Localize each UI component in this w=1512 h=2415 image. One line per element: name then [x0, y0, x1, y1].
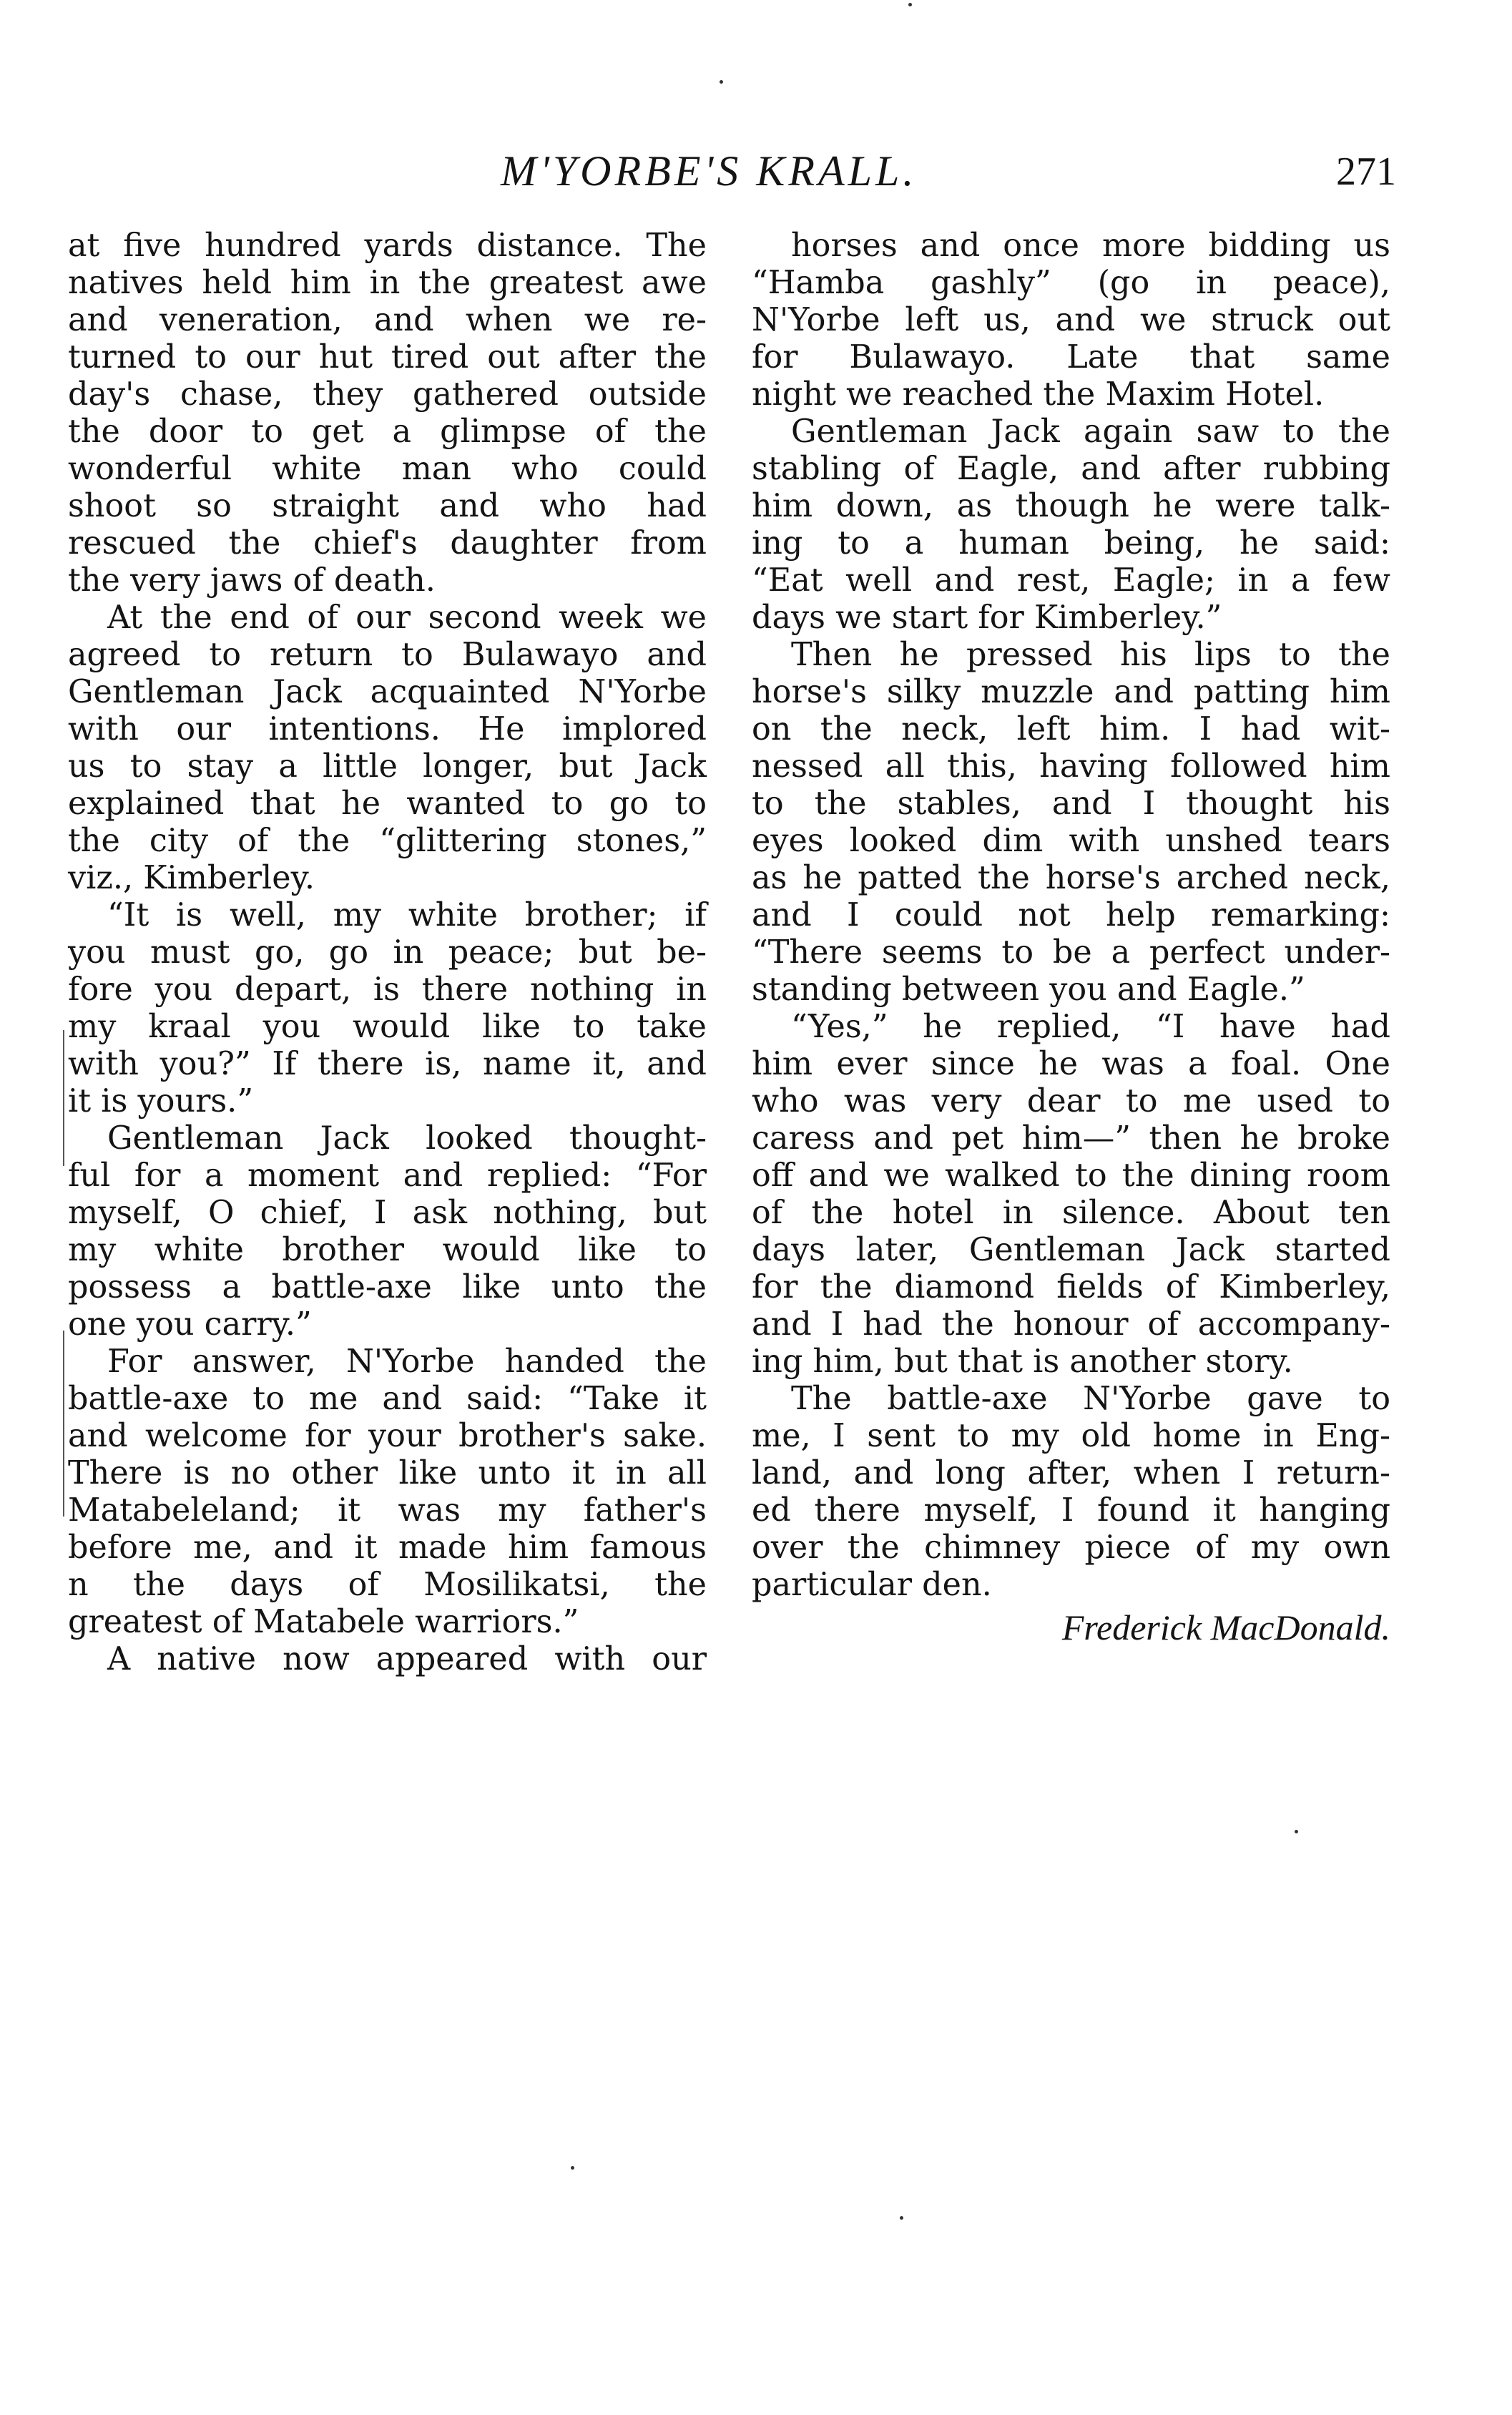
text-line: him down, as though he were talk- — [752, 488, 1390, 524]
text-line: possess a battle-axe like unto the — [68, 1269, 707, 1306]
text-line: At the end of our second week we — [107, 599, 707, 636]
text-line: my kraal you would like to take — [68, 1009, 707, 1045]
scan-speck — [908, 3, 912, 6]
text-line: Then he pressed his lips to the — [791, 637, 1390, 673]
text-line: The battle-axe N'Yorbe gave to — [791, 1381, 1390, 1417]
text-line: ed there myself, I found it hanging — [752, 1492, 1390, 1529]
text-line: me, I sent to my old home in Eng- — [752, 1418, 1390, 1454]
text-line: for the diamond fields of Kimberley, — [752, 1269, 1390, 1306]
text-line: N'Yorbe left us, and we struck out — [752, 302, 1390, 338]
text-line: and welcome for your brother's sake. — [68, 1418, 707, 1454]
text-line: natives held him in the greatest awe — [68, 265, 707, 301]
text-line: land, and long after, when I return- — [752, 1455, 1390, 1491]
text-line: at five hundred yards distance. The — [68, 227, 707, 264]
text-line: eyes looked dim with unshed tears — [752, 823, 1390, 859]
text-line: for Bulawayo. Late that same — [752, 339, 1390, 376]
margin-mark — [63, 1030, 64, 1166]
text-line: ing to a human being, he said: — [752, 525, 1390, 562]
page-number: 271 — [1336, 150, 1396, 194]
text-line: rescued the chief's daughter from — [68, 525, 707, 562]
text-line: with you?” If there is, name it, and — [68, 1046, 707, 1082]
text-line: off and we walked to the dining room — [752, 1157, 1390, 1194]
text-line: on the neck, left him. I had wit- — [752, 711, 1390, 748]
text-line: stabling of Eagle, and after rubbing — [752, 451, 1390, 487]
text-line: before me, and it made him famous — [68, 1529, 707, 1566]
text-line: viz., Kimberley. — [68, 860, 315, 896]
text-line: over the chimney piece of my own — [752, 1529, 1390, 1566]
text-line: to the stables, and I thought his — [752, 785, 1390, 822]
text-line: Gentleman Jack again saw to the — [791, 413, 1390, 450]
running-header — [0, 147, 1512, 204]
text-line: Gentleman Jack looked thought- — [107, 1120, 707, 1157]
text-line: and veneration, and when we re- — [68, 302, 707, 338]
text-line: agreed to return to Bulawayo and — [68, 637, 707, 673]
text-line: n the days of Mosilikatsi, the — [68, 1567, 707, 1603]
text-line: and I had the honour of accompany- — [752, 1306, 1390, 1343]
running-title: M'YORBE'S KRALL. — [501, 147, 918, 195]
text-line: battle-axe to me and said: “Take it — [68, 1381, 707, 1417]
text-line: fore you depart, is there nothing in — [68, 971, 707, 1008]
text-line: my white brother would like to — [68, 1232, 707, 1268]
text-line: particular den. — [752, 1567, 992, 1603]
text-line: him ever since he was a foal. One — [752, 1046, 1390, 1082]
text-line: Matabeleland; it was my father's — [68, 1492, 707, 1529]
text-line: you must go, go in peace; but be- — [68, 934, 707, 971]
text-line: nessed all this, having followed him — [752, 748, 1390, 785]
text-line: the very jaws of death. — [68, 562, 436, 599]
text-line: “Yes,” he replied, “I have had — [791, 1009, 1390, 1045]
text-line: it is yours.” — [68, 1083, 254, 1120]
text-line: greatest of Matabele warriors.” — [68, 1604, 579, 1640]
text-line: wonderful white man who could — [68, 451, 707, 487]
text-line: night we reached the Maxim Hotel. — [752, 376, 1325, 413]
text-line: myself, O chief, I ask nothing, but — [68, 1195, 707, 1231]
text-line: explained that he wanted to go to — [68, 785, 707, 822]
text-line: For answer, N'Yorbe handed the — [107, 1343, 707, 1380]
text-line: caress and pet him—” then he broke — [752, 1120, 1390, 1157]
right-column-lines — [752, 227, 1390, 1604]
text-line: days we start for Kimberley.” — [752, 599, 1222, 636]
text-line: “Hamba gashly” (go in peace), — [752, 265, 1390, 301]
text-line: “There seems to be a perfect under- — [752, 934, 1390, 971]
text-line: horse's silky muzzle and patting him — [752, 674, 1390, 710]
text-line: A native now appeared with our — [107, 1641, 707, 1677]
text-line: ful for a moment and replied: “For — [68, 1157, 707, 1194]
scan-speck — [1295, 1830, 1298, 1833]
scan-speck — [720, 80, 723, 84]
author-signature: Frederick MacDonald. — [1061, 1607, 1390, 1647]
text-line: who was very dear to me used to — [752, 1083, 1390, 1120]
scan-speck — [571, 2166, 574, 2170]
right-text-column — [752, 227, 1390, 1648]
text-line: There is no other like unto it in all — [68, 1455, 707, 1491]
left-text-column — [68, 227, 707, 1678]
text-line: of the hotel in silence. About ten — [752, 1195, 1390, 1231]
text-line: horses and once more bidding us — [791, 227, 1390, 264]
margin-mark — [63, 1331, 64, 1517]
text-line: the door to get a glimpse of the — [68, 413, 707, 450]
text-line: Gentleman Jack acquainted N'Yorbe — [68, 674, 707, 710]
text-line: day's chase, they gathered outside — [68, 376, 707, 413]
text-line: with our intentions. He implored — [68, 711, 707, 748]
scan-speck — [900, 2216, 903, 2220]
text-line: days later, Gentleman Jack started — [752, 1232, 1390, 1268]
text-line: ing him, but that is another story. — [752, 1343, 1293, 1380]
text-line: shoot so straight and who had — [68, 488, 707, 524]
text-line: as he patted the horse's arched neck, — [752, 860, 1390, 896]
text-line: the city of the “glittering stones,” — [68, 823, 707, 859]
text-line: us to stay a little longer, but Jack — [68, 748, 707, 785]
text-line: “It is well, my white brother; if — [107, 897, 707, 934]
text-line: turned to our hut tired out after the — [68, 339, 707, 376]
text-line: one you carry.” — [68, 1306, 312, 1343]
text-line: standing between you and Eagle.” — [752, 971, 1305, 1008]
text-line: “Eat well and rest, Eagle; in a few — [752, 562, 1390, 599]
text-line: and I could not help remarking: — [752, 897, 1390, 934]
